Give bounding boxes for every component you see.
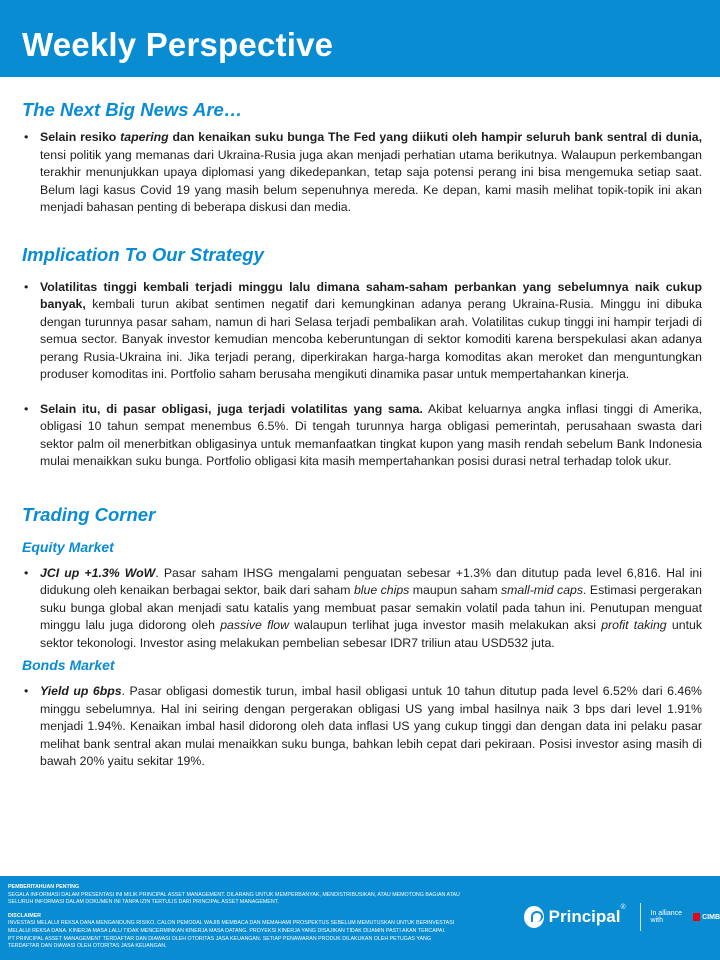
italic-bold-text: tapering	[120, 130, 169, 144]
body-text: kembali turun akibat sentimen negatif dari kemungkinan adanya perang Ukraina-Rusia. Minggu ini dibuka dengan turunnya pasar saham, namun di hari Selasa terjadi pembalikan arah. Volatilitas cukup tinggi ini hampir terjadi di semua sector. Banyak investor kemudian mencoba keberuntungan di sektor komoditi karena berspekulasi akan adanya perang Rusia-Ukraina ini. Jika terjadi perang, diperkirakan harga-harga komoditas akan meroket dan menguntungkan produser komoditas ini. Portfolio saham berusaha mengikuti dinamika pasar untuk mempertahankan kinerja.	[40, 297, 702, 381]
section-heading-implication: Implication To Our Strategy	[22, 243, 264, 265]
logo-divider	[640, 903, 641, 931]
section-heading-next-big-news: The Next Big News Are…	[22, 99, 243, 120]
list-item	[22, 129, 702, 217]
bold-italic-text: Yield up 6bps	[40, 684, 122, 698]
cimb-logo-text: CIMB	[702, 913, 720, 921]
principal-logo-text: Principal	[548, 907, 621, 926]
body-text: . Pasar saham IHSG mengalami penguatan sebesar +1.3% dan ditutup pada level 6,816. Hal ini didukung oleh kenaikan berbagai sektor, baik dari saham	[40, 565, 702, 597]
bold-text: dan kenaikan suku bunga The Fed yang diikuti oleh hampir seluruh bank sentral di dunia,	[168, 130, 702, 144]
alliance-label	[651, 910, 720, 924]
subheading-bonds-market: Bonds Market	[22, 657, 115, 673]
body-text: . Estimasi pergerakan suku bunga global akan menjadi satu katalis yang membuat pasar semakin volatil pada tahun ini. Penutupan menguat minggu lalu juga didorong oleh	[40, 583, 702, 632]
alliance-text: In alliance with	[650, 910, 683, 924]
body-text: walaupun terlihat juga investor masih melakukan aksi	[289, 618, 602, 632]
italic-text: blue chips	[353, 583, 410, 597]
bold-text: Selain itu, di pasar obligasi, juga terjadi volatilitas yang sama.	[40, 401, 423, 416]
body-text: Akibat keluarnya angka inflasi tinggi di Amerika, obligasi 10 tahun sempat menembus 6.5%. Di tengah turunnya harga obligasi pemerintah, perusahaan swasta dari sektor palm oil menerbitkan obligasinya untuk memanfaatkan tingkat kupon yang masih rendah sebelum Bank Indonesia mulai menaikkan suku bunga. Portfolio obligasi kita masih mempertahankan posisi durasi netral terhadap tolok ukur.	[40, 401, 702, 468]
list-item	[22, 279, 702, 384]
page-title: Weekly Perspective	[22, 26, 334, 63]
italic-text: passive flow	[220, 618, 290, 632]
bold-text: Selain resiko	[40, 130, 121, 144]
disclaimer-text: INVESTASI MELALUI REKSA DANA MENGANDUNG RISIKO. CALON PEMODAL WAJIB MEMBACA DAN MEMAHAMI PROSPEKTUS SEBELUM MEMUTUSKAN UNTUK BERINVESTASI	[8, 920, 455, 927]
bold-text: Volatilitas tinggi kembali terjadi minggu lalu dimana saham-saham perbankan yang sebelumnya naik cukup banyak,	[40, 279, 702, 311]
page-footer	[0, 876, 720, 960]
body-text: . Pasar obligasi domestik turun, imbal hasil obligasi untuk 10 tahun ditutup pada level 6.52% dari 6.46% minggu sebelumnya. Hal ini seiring dengan pergerakan obligasi US yang imbal hasilnya naik 3 bps dari level 1.91% menjadi 1.94%. Kenaikan imbal hasil didorong oleh data inflasi US yang cukup tinggi dan dengan data ini pelaku pasar melihat bank sentral akan mulai menaikkan suku bunga, bahkan lebih cepat dari pekiraan. Posisi investor asing masih di bawah 20% yaitu sekitar 19%.	[40, 684, 702, 768]
section-heading-trading-corner: Trading Corner	[22, 503, 156, 525]
registered-mark: ®	[620, 904, 626, 911]
disclaimer-block	[8, 884, 516, 951]
page-header	[0, 0, 720, 77]
list-item	[22, 401, 702, 471]
disclaimer-text: MELALUI REKSA DANA. KINERJA MASA LALU TIDAK MENCERMINKAN KINERJA MASA DATANG. PROYEKSI KINERJA YANG DISAJIKAN TIDAK DIJAMIN PASTI AKAN TERCAPAI.	[8, 927, 446, 934]
principal-logo	[524, 900, 720, 934]
principal-logo-icon	[524, 906, 544, 928]
disclaimer-title: DISCLAIMER	[8, 912, 41, 919]
bold-italic-text: JCI up +1.3% WoW	[40, 565, 156, 580]
subheading-equity-market: Equity Market	[22, 538, 114, 555]
next-big-news-list	[22, 129, 702, 217]
disclaimer-text: PT PRINCIPAL ASSET MANAGEMENT TERDAFTAR DAN DIAWASI OLEH OTORITAS JASA KEUANGAN. SETIAP PENAWARAN PRODUK DILAKUKAN OLEH PETUGAS YANG	[8, 935, 431, 942]
body-text: untuk sektor tekonologi. Investor asing melakukan pembelian sebesar IDR7 triliun atau USD532 juta.	[40, 618, 702, 650]
cimb-logo-icon	[693, 913, 700, 921]
main-content	[22, 98, 702, 771]
body-text: maupun saham	[409, 583, 501, 597]
italic-text: profit taking	[601, 618, 667, 632]
body-text: tensi politik yang memanas dari Ukraina-Rusia juga akan menjadi perhatian utama berikutnya. Walaupun perkembangan terakhir menunjukkan upaya diplomasi yang dikedepankan, tetap saja potensi perang ini bisa mengemuka setiap saat. Belum lagi kasus Covid 19 yang masih belum sepenuhnya mereda. Ke depan, kami masih melihat topik-topik ini akan menjadi bahasan penting di beberapa diskusi dan media.	[40, 147, 702, 214]
list-item	[22, 683, 702, 771]
implication-list	[22, 279, 702, 471]
bonds-list	[22, 683, 702, 771]
notice-title: PEMBERITAHUAN PENTING	[8, 884, 80, 890]
notice-text: SELURUH INFORMASI DALAM DOKUMEN INI TANPA IZIN TERTULIS DARI PRINCIPAL ASSET MANAGEMENT.	[8, 899, 279, 906]
list-item	[22, 565, 702, 653]
equity-list	[22, 565, 702, 653]
notice-text: SEGALA INFORMASI DALAM PRESENTASI INI MILIK PRINCIPAL ASSET MANAGEMENT. DILARANG UNTUK MEMPERBANYAK, MENDISTRIBUSIKAN, ATAU MEMOTONG BAGIAN ATAU	[8, 891, 460, 898]
disclaimer-text: TERDAFTAR DAN DIAWASI OLEH OTORITAS JASA KEUANGAN.	[8, 943, 167, 950]
italic-text: small-mid caps	[501, 583, 584, 597]
